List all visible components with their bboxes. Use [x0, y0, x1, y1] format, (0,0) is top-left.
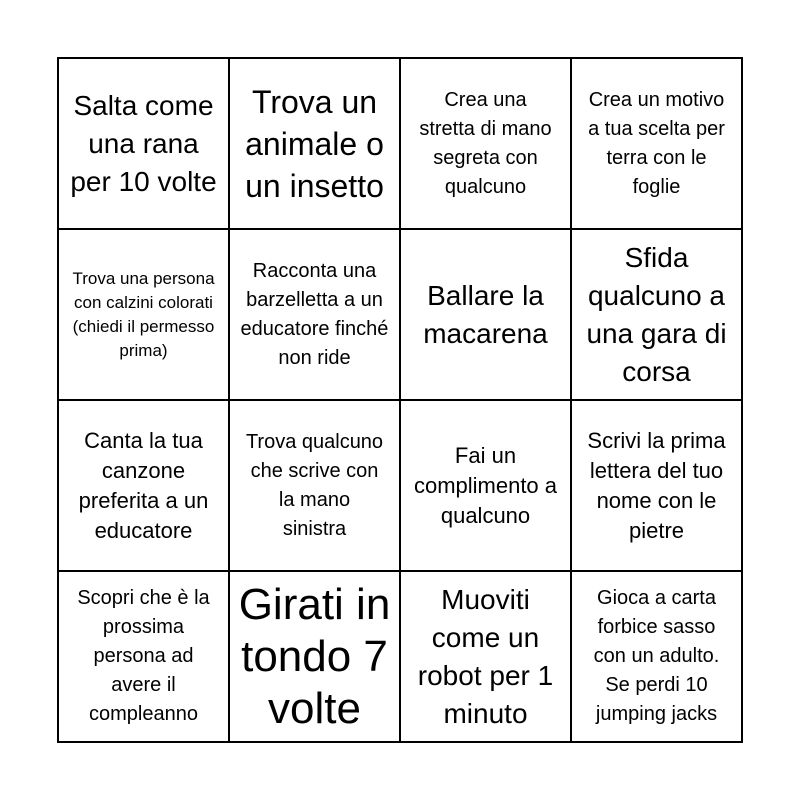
bingo-cell-text: Trova una persona con calzini colorati (chiedi il permesso prima)	[72, 268, 215, 360]
bingo-cell-text: Muoviti come un robot per 1 minuto	[417, 583, 554, 729]
bingo-cell-text: Scrivi la prima lettera del tuo nome con le pietre	[587, 427, 726, 543]
bingo-cell-r1c2[interactable]	[230, 59, 401, 230]
bingo-cell-r3c1[interactable]	[59, 401, 230, 572]
bingo-cell-text: Racconta una barzelletta a un educatore finché non ride	[240, 259, 389, 369]
bingo-cell-r2c3[interactable]	[401, 230, 572, 401]
bingo-cell-text: Scopri che è la prossima persona ad avere il compleanno	[77, 587, 210, 725]
bingo-board	[57, 57, 743, 743]
bingo-cell-r2c2[interactable]	[230, 230, 401, 401]
bingo-cell-r4c4[interactable]	[572, 572, 743, 743]
bingo-cell-text: Canta la tua canzone preferita a un educatore	[78, 427, 209, 543]
bingo-cell-r4c1[interactable]	[59, 572, 230, 743]
bingo-cell-text: Crea una stretta di mano segreta con qualcuno	[419, 88, 552, 198]
bingo-cell-r1c3[interactable]	[401, 59, 572, 230]
bingo-cell-text: Gioca a carta forbice sasso con un adulto. Se perdi 10 jumping jacks	[593, 587, 720, 725]
bingo-cell-text: Fai un complimento a qualcuno	[413, 442, 558, 528]
bingo-cell-text: Crea un motivo a tua scelta per terra con le foglie	[588, 88, 725, 198]
bingo-cell-text: Sfida qualcuno a una gara di corsa	[586, 241, 727, 387]
bingo-cell-r2c1[interactable]	[59, 230, 230, 401]
bingo-cell-r3c4[interactable]	[572, 401, 743, 572]
bingo-cell-text: Girati in tondo 7 volte	[238, 579, 391, 733]
bingo-cell-text: Ballare la macarena	[423, 279, 548, 349]
bingo-cell-r1c4[interactable]	[572, 59, 743, 230]
bingo-cell-r4c3[interactable]	[401, 572, 572, 743]
bingo-cell-r1c1[interactable]	[59, 59, 230, 230]
bingo-cell-text: Trova un animale o un insetto	[245, 83, 384, 204]
bingo-cell-text: Trova qualcuno che scrive con la mano sinistra	[245, 430, 384, 540]
bingo-cell-text: Salta come una rana per 10 volte	[70, 89, 217, 197]
bingo-cell-r3c3[interactable]	[401, 401, 572, 572]
bingo-cell-r3c2[interactable]	[230, 401, 401, 572]
bingo-cell-r2c4[interactable]	[572, 230, 743, 401]
bingo-cell-r4c2[interactable]	[230, 572, 401, 743]
